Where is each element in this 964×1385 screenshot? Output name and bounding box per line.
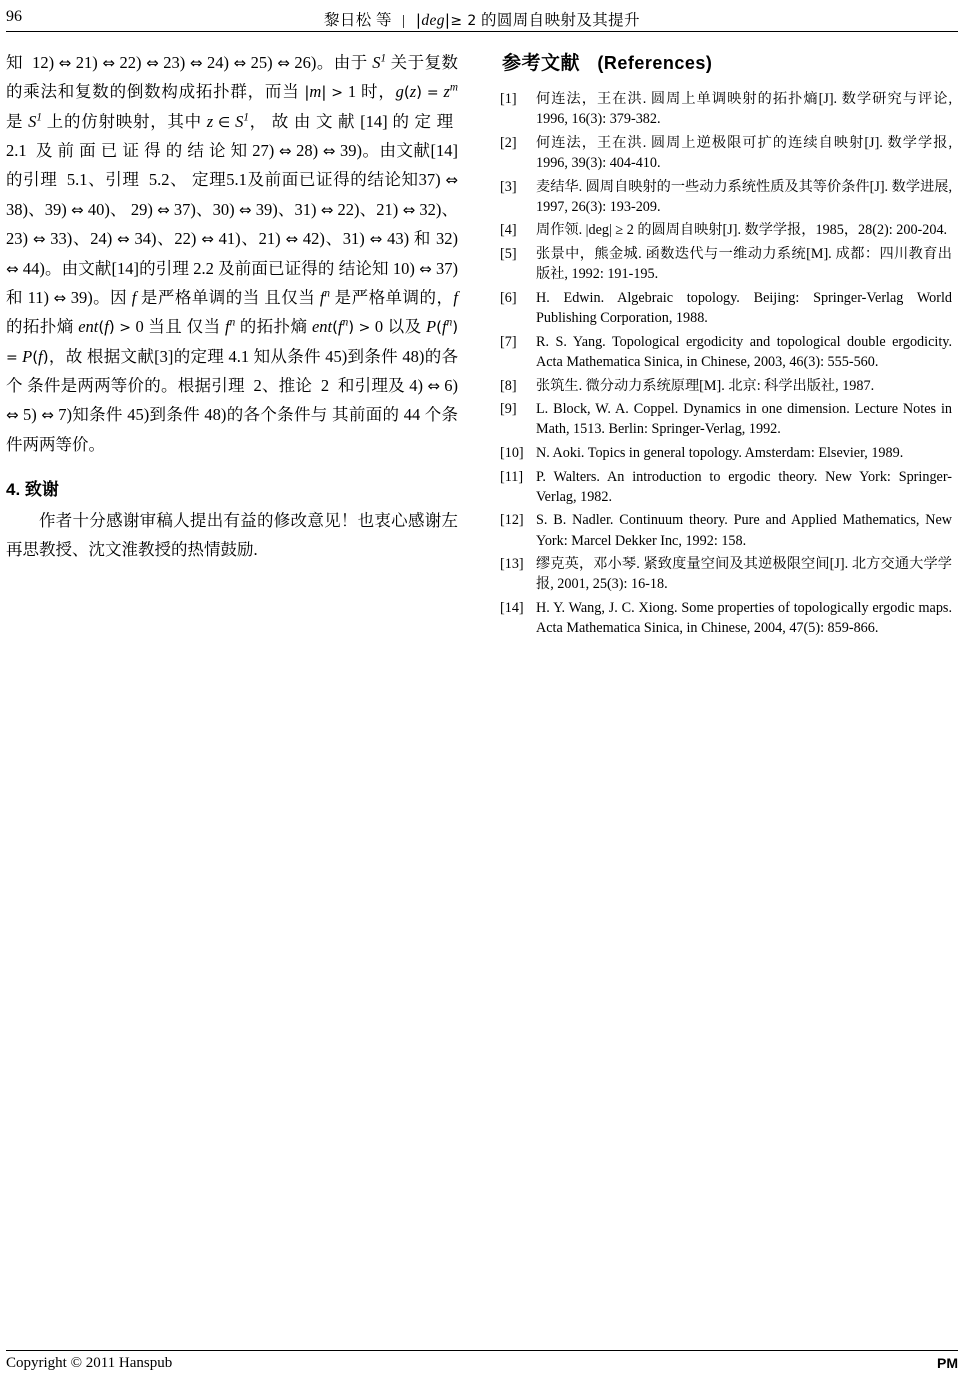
right-column: [500, 48, 952, 642]
reference-text: N. Aoki. Topics in general topology. Amsterdam: Elsevier, 1989.: [536, 445, 904, 461]
references-heading-cn: 参考文献: [502, 53, 581, 74]
list-item: [500, 598, 952, 638]
reference-number: [12]: [500, 512, 524, 529]
running-title-rest: 的圆周自映射及其提升: [480, 12, 640, 29]
reference-number: [10]: [500, 445, 524, 461]
reference-number: [3]: [500, 178, 517, 195]
list-item: [500, 332, 952, 372]
reference-text: 张景中，熊金城. 函数迭代与一维动力系统[M]. 成都：四川教育出版社, 1992: 191-195.: [536, 246, 952, 283]
reference-text: H. Y. Wang, J. C. Xiong. Some properties of topologically ergodic maps. Acta Mathematica Sinica, in Chinese, 2004, 47(5): 859-866.: [536, 600, 952, 637]
running-title-deg: deg: [421, 12, 445, 29]
list-item: [500, 399, 952, 439]
list-item: [500, 177, 952, 217]
left-column: [6, 48, 458, 565]
list-item: [500, 244, 952, 284]
reference-text: L. Block, W. A. Coppel. Dynamics in one dimension. Lecture Notes in Math, 1513. Berlin: Springer-Verlag, 1992.: [536, 401, 952, 438]
reference-number: [11]: [500, 468, 524, 485]
list-item: [500, 220, 952, 240]
reference-text: 周作领. |deg| ≥ 2 的圆周自映射[J]. 数学学报，1985，28(2): 200-204.: [536, 222, 948, 239]
reference-text: H. Edwin. Algebraic topology. Beijing: Springer-Verlag World Publishing Corporation, 1988.: [536, 289, 952, 327]
running-title-ge: ≥ 2: [450, 13, 477, 29]
reference-text: S. B. Nadler. Continuum theory. Pure and Applied Mathematics, New York: Marcel Dekker Inc, 1992: 158.: [536, 512, 952, 549]
reference-number: [1]: [500, 91, 517, 107]
running-title: [0, 8, 964, 30]
reference-text: 麦结华. 圆周自映射的一些动力系统性质及其等价条件[J]. 数学进展, 1997, 26(3): 193-209.: [536, 178, 952, 215]
list-item: [500, 510, 952, 550]
reference-number: [4]: [500, 222, 517, 239]
references-heading-en: (References): [597, 53, 713, 73]
list-item: [500, 376, 952, 396]
copyright-notice: Copyright © 2011 Hanspub: [6, 1355, 173, 1371]
references-heading: [502, 48, 952, 75]
reference-text: P. Walters. An introduction to ergodic theory. New York: Springer-Verlag, 1982.: [536, 468, 952, 505]
reference-number: [8]: [500, 377, 517, 394]
page-footer: [6, 1355, 958, 1377]
journal-mark: PM: [937, 1355, 958, 1371]
reference-text: 何连法，王在洪. 圆周上逆极限可扩的连续自映射[J]. 数学学报, 1996, 39(3): 404-410.: [536, 134, 952, 171]
reference-text: 缪克英，邓小琴. 紧致度量空间及其逆极限空间[J]. 北方交通大学学报, 2001, 25(3): 16-18.: [536, 556, 952, 593]
reference-number: [6]: [500, 289, 517, 306]
header-rule: [6, 31, 958, 32]
running-title-bar-open: |: [415, 11, 422, 29]
footer-rule: [6, 1350, 958, 1351]
references-list: [500, 89, 952, 638]
body-paragraph-continued: 知 12) ⇔ 21) ⇔ 22) ⇔ 23) ⇔ 24) ⇔ 25) ⇔ 26)。由于 $S^1$ 关于复数的乘法和复数的倒数构成拓扑群，而当 |m| > 1 时，$g(z) = z^m$ 是 $S^1$ 上的仿射映射，其中 z ∈ $S^1$， 故 由 文 献 [14] 的 定 理 2.1 及 前 面 已 证 得 的 结 论 知 27) ⇔ 28) ⇔ 39)。由文献[14]的引理 5.1、引理 5.2、 定理5.1及前面已证得的结论知37) ⇔ 38)、39) ⇔ 40)、 29) ⇔ 37)、30) ⇔ 39)、31) ⇔ 22)、21) ⇔ 32)、 23) ⇔ 33)、24) ⇔ 34)、22) ⇔ 41)、21) ⇔ 42)、31) ⇔ 43) 和 32) ⇔ 44)。由文献[14]的引理 2.2 及前面已证得的 结论知 10) ⇔ 37)和 11) ⇔ 39)。因 f 是严格单调的当 且仅当 $f^n$ 是严格单调的，f 的拓扑熵 ent(f) > 0 当且 仅当 $f^n$ 的拓扑熵 $ent(f^n) > 0$ 以及 $P(f^n) = P(f)$，故 根据文献[3]的定理 4.1 知从条件 45)到条件 48)的各个 条件是两两等价的。根据引理 2、推论 2 和引理及 4) ⇔ 6) ⇔ 5) ⇔ 7)知条件 45)到条件 48)的各个条件与 其前面的 44 个条件两两等价。: [6, 52, 459, 454]
reference-number: [13]: [500, 556, 524, 573]
list-item: [500, 288, 952, 328]
list-item: [500, 443, 952, 463]
reference-number: [2]: [500, 134, 517, 151]
list-item: [500, 554, 952, 594]
reference-number: [14]: [500, 600, 524, 617]
reference-text: 何连法，王在洪. 圆周上单调映射的拓扑熵[J]. 数学研究与评论, 1996, 16(3): 379-382.: [536, 91, 952, 128]
acknowledgements-paragraph: [6, 506, 458, 565]
reference-number: [9]: [500, 401, 517, 418]
reference-text: 张筑生. 微分动力系统原理[M]. 北京: 科学出版社, 1987.: [536, 377, 875, 394]
section-heading-acknowledgements: 4. 致谢: [6, 480, 59, 500]
reference-text: R. S. Yang. Topological ergodicity and topological double ergodicity. Acta Mathematica Sinica, in Chinese, 2003, 46(3): 555-560.: [536, 333, 952, 370]
page-number: 96: [6, 8, 22, 25]
running-separator: |: [402, 13, 406, 29]
running-title-bar-close: |: [444, 11, 451, 29]
acknowledgements-text: 作者十分感谢审稿人提出有益的修改意见！也衷心感谢左再思教授、沈文淮教授的热情鼓励.: [6, 511, 458, 560]
list-item: [500, 89, 952, 129]
running-head: [0, 8, 964, 32]
list-item: [500, 467, 952, 507]
reference-number: [5]: [500, 246, 517, 263]
running-authors: 黎日松 等: [324, 12, 392, 29]
list-item: [500, 133, 952, 173]
reference-number: [7]: [500, 333, 517, 350]
